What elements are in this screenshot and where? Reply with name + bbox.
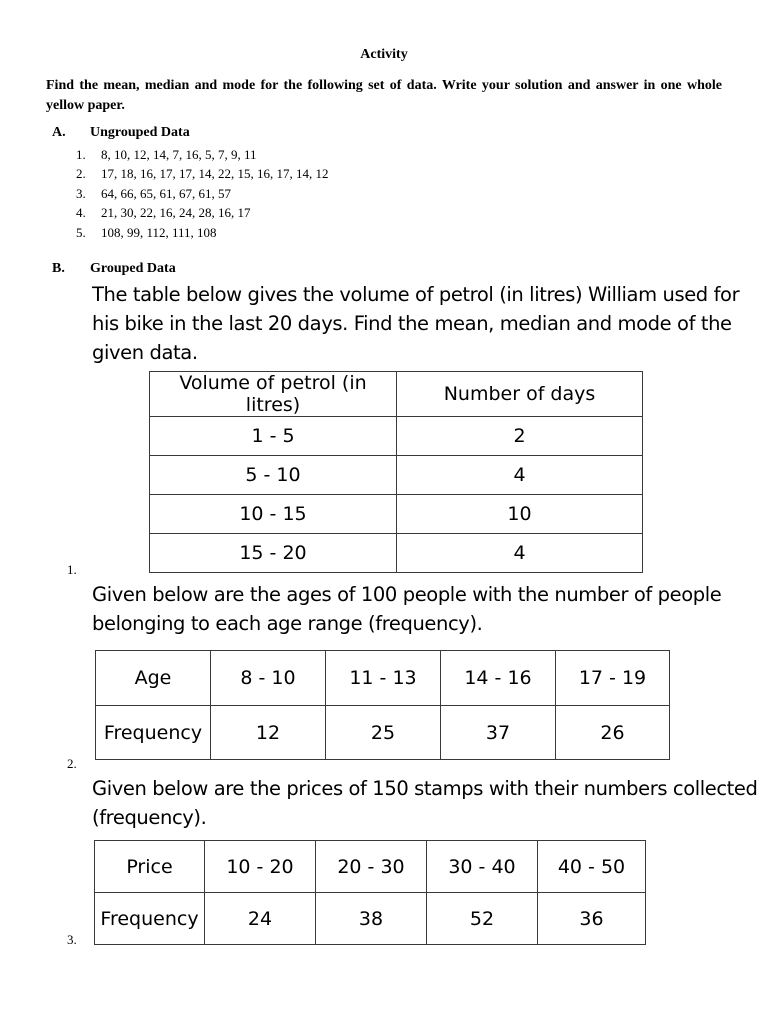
list-item-data: 17, 18, 16, 17, 17, 14, 22, 15, 16, 17, 14, 12 (101, 166, 329, 182)
problem-3-text (92, 774, 758, 832)
table-cell: 25 (326, 706, 441, 760)
problem-3-number: 3. (67, 932, 77, 947)
table-cell: 24 (205, 893, 316, 945)
list-item (76, 164, 329, 183)
table-cell: 11 - 13 (326, 651, 441, 706)
stamp-price-frequency-table (94, 840, 646, 945)
problem-text-line: his bike in the last 20 days. Find the mean, median and mode of the (92, 312, 732, 335)
table-cell: 12 (211, 706, 326, 760)
list-item-number: 4. (76, 205, 86, 221)
table-cell: 38 (316, 893, 427, 945)
table-cell: 36 (538, 893, 646, 945)
table-row-label: Frequency (96, 706, 211, 760)
table-cell: 20 - 30 (316, 841, 427, 893)
table-cell: 1 - 5 (150, 417, 397, 456)
list-item (76, 145, 329, 164)
list-item (76, 184, 329, 203)
section-a-heading: Ungrouped Data (90, 125, 190, 140)
table-row (95, 841, 646, 893)
table-cell: 37 (441, 706, 556, 760)
table-header-cell: Number of days (397, 372, 643, 417)
list-item-number: 2. (76, 166, 86, 182)
section-b-letter: B. (52, 261, 65, 276)
table-header-row (150, 372, 643, 417)
table-row (95, 893, 646, 945)
table-header-cell: Volume of petrol (in litres) (150, 372, 397, 417)
list-item-number: 1. (76, 147, 86, 162)
table-cell: 30 - 40 (427, 841, 538, 893)
table-cell: 40 - 50 (538, 841, 646, 893)
problem-2-number: 2. (67, 756, 77, 771)
table-row (96, 706, 670, 760)
problem-text-line: The table below gives the volume of petrol (in litres) William used for (92, 283, 740, 306)
problem-text-line: Given below are the ages of 100 people with the number of people (92, 583, 722, 606)
list-item-data: 21, 30, 22, 16, 24, 28, 16, 17 (101, 205, 251, 221)
table-row (96, 651, 670, 706)
table-cell: 14 - 16 (441, 651, 556, 706)
table-cell: 10 - 20 (205, 841, 316, 893)
section-b-heading: Grouped Data (90, 261, 176, 276)
ungrouped-data-list (76, 145, 329, 242)
petrol-table (149, 371, 643, 573)
problem-1-number: 1. (67, 562, 77, 577)
list-item-data: 8, 10, 12, 14, 7, 16, 5, 7, 9, 11 (101, 147, 257, 162)
list-item-data: 108, 99, 112, 111, 108 (101, 224, 217, 240)
table-cell: 17 - 19 (556, 651, 670, 706)
table-cell: 10 (397, 495, 643, 534)
problem-text-line: (frequency). (92, 806, 207, 829)
table-row (150, 417, 643, 456)
table-row-label: Frequency (95, 893, 205, 945)
table-cell: 26 (556, 706, 670, 760)
table-row (150, 534, 643, 573)
table-cell: 5 - 10 (150, 456, 397, 495)
list-item-number: 5. (76, 224, 86, 240)
list-item (76, 203, 329, 222)
table-cell: 2 (397, 417, 643, 456)
list-item-number: 3. (76, 185, 86, 201)
problem-text-line: Given below are the prices of 150 stamps with their numbers collected (92, 777, 758, 800)
table-row (150, 456, 643, 495)
problem-text-line: given data. (92, 341, 198, 364)
page-title: Activity (360, 47, 408, 62)
age-frequency-table (95, 650, 670, 760)
problem-1-text (92, 280, 739, 367)
section-a-letter: A. (52, 125, 66, 140)
table-row (150, 495, 643, 534)
list-item-data: 64, 66, 65, 61, 67, 61, 57 (101, 185, 231, 201)
table-cell: 15 - 20 (150, 534, 397, 573)
table-cell: 8 - 10 (211, 651, 326, 706)
table-cell: 10 - 15 (150, 495, 397, 534)
problem-text-line: belonging to each age range (frequency). (92, 612, 483, 635)
table-cell: 4 (397, 534, 643, 573)
table-row-label: Age (96, 651, 211, 706)
problem-2-text (92, 580, 721, 638)
list-item (76, 223, 329, 242)
table-row-label: Price (95, 841, 205, 893)
instructions: Find the mean, median and mode for the following set of data. Write your solution and answer in one whole yellow paper. (46, 78, 722, 113)
table-cell: 52 (427, 893, 538, 945)
table-cell: 4 (397, 456, 643, 495)
